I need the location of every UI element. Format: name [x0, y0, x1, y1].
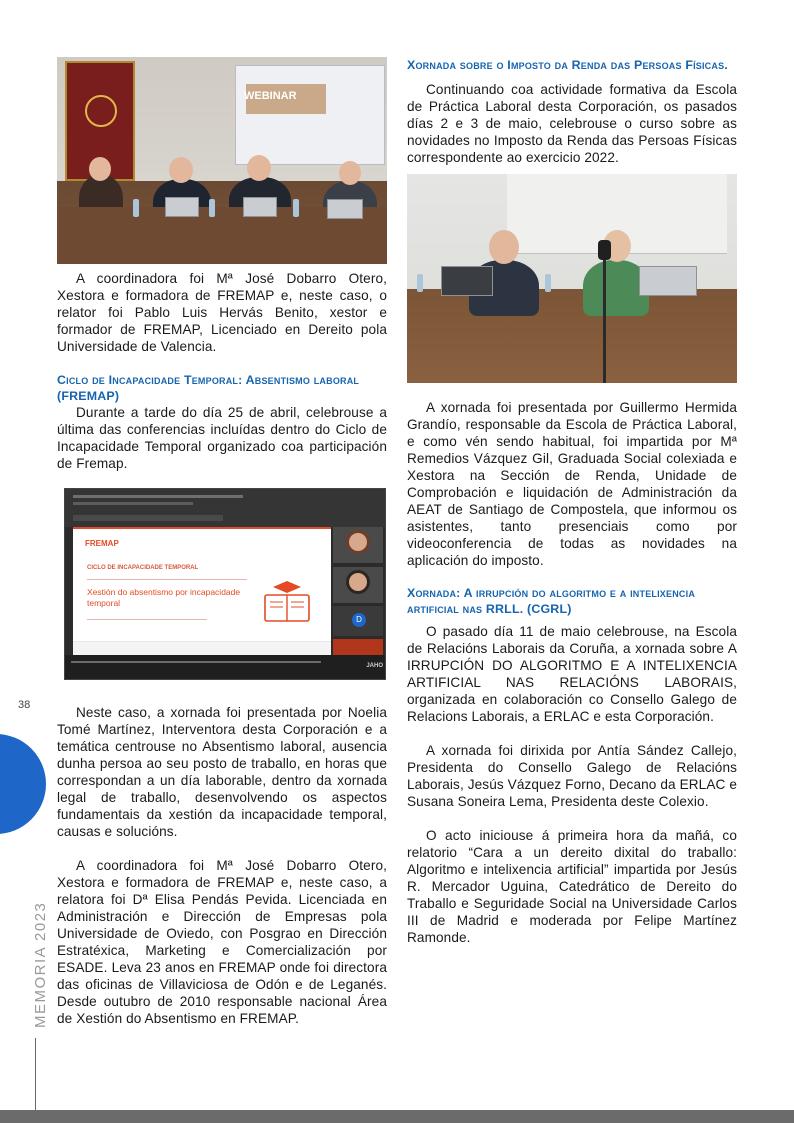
paragraph: O pasado día 11 de maio celebrouse, na Escola de Relacións Laborais da Coruña, a xornada sobre A IRRUPCIÓN DO ALGORITMO E A INTELIXENCIA ARTIFICIAL NAS RELACIÓNS LABORAIS, organizada en colaboración co Consello Galego de Relacions Laborais, a ERLAC e esta Corporación. — [407, 624, 737, 724]
participant-video — [333, 527, 383, 563]
screen-label: WEBINAR — [244, 90, 297, 102]
projection-screen — [235, 65, 385, 165]
paragraph: A coordinadora foi Mª José Dobarro Otero, Xestora e formadora de FREMAP e, neste caso, a relatora foi Dª Elisa Pendás Pevida. Licenciada en Administración e Dirección de Empresas pola Universidade de Oviedo, con Posgrao en Dirección Estratéxica, Marketing e Comercialización por ESADE. Leva 23 anos en FREMAP onde foi directora das oficinas de Villaviciosa de Odón e de Leganés. Desde outubro de 2010 responsable nacional Área de Xestión do Absentismo en FREMAP. — [57, 858, 387, 1026]
section-heading: Xornada sobre o Imposto da Renda das Persoas Físicas. — [407, 58, 728, 72]
right-column — [407, 57, 737, 946]
microphone-icon — [598, 240, 611, 260]
participant-video — [333, 567, 383, 603]
page-tab — [0, 734, 46, 834]
fremap-logo: FREMAP — [85, 539, 119, 548]
graduation-book-icon — [259, 579, 315, 625]
participant-avatar: D — [333, 606, 383, 636]
footer-bar — [0, 1110, 794, 1123]
webinar-screenshot — [64, 488, 386, 680]
participant-video — [333, 639, 383, 655]
paragraph: Neste caso, a xornada foi presentada por Noelia Tomé Martínez, Interventora desta Corporación e a temática centrouse no Absentismo laboral, ausencia dunha persoa ao seu posto de traballo, en horas que correspondan a un día laborable, dentro da xornada legal de traballo, desenvolvendo os aspectos fundamentais da xestión da incapacidade temporal, causas e solucións. — [57, 705, 387, 839]
paragraph: Durante a tarde do día 25 de abril, celebrouse a última das conferencias incluídas dentro do Ciclo de Incapacidade Temporal organizado coa participación de Fremap. — [57, 405, 387, 471]
seal-icon — [85, 95, 117, 127]
paragraph: A coordinadora foi Mª José Dobarro Otero, Xestora e formadora de FREMAP e, neste caso, o relator foi Pablo Luis Hervás Benito, xestor e formador de FREMAP, Licenciado en Dereito pola Universidade de Valencia. — [57, 271, 387, 354]
section-heading: Xornada: A irrupción do algoritmo e a intelixencia artificial nas RRLL. (CGRL) — [407, 586, 696, 616]
microphone-stand — [603, 242, 606, 383]
slide-subtitle: CICLO DE INCAPACIDADE TEMPORAL — [87, 565, 199, 571]
conference-hall-photo — [57, 57, 387, 264]
paragraph: A xornada foi presentada por Guillermo Hermida Grandío, responsable da Escola de Práctica Laboral, e como vén sendo habitual, foi impartida por Mª Remedios Vázquez Gil, Graduada Social colexiada e Xestora na Sección de Renda, Unidade de Comprobación e liquidación de Administración da AEAT de Santiago de Compostela, que informou os asistentes, tanto presenciais como por videoconferencia de todas as novidades na aplicación do imposto. — [407, 400, 737, 568]
video-call-topbar — [65, 489, 386, 527]
slide-title: Xestión do absentismo por incapacidade temporal — [87, 587, 241, 608]
paragraph: Continuando coa actividade formativa da Escola de Práctica Laboral desta Corporación, os pasados días 2 e 3 de maio, celebrouse o curso sobre as novidades no Imposto da Renda das Persoas Físicas correspondente ao exercicio 2022. — [407, 82, 737, 165]
side-divider — [35, 1038, 36, 1110]
presentation-slide — [73, 527, 331, 655]
page-number: 38 — [18, 699, 31, 711]
side-label: MEMORIA 2023 — [32, 901, 49, 1028]
video-call-controls: JAHO — [65, 655, 386, 679]
lecture-photo — [407, 174, 737, 383]
section-heading: Ciclo de Incapacidade Temporal: Absentismo laboral (FREMAP) — [57, 373, 360, 403]
paragraph: O acto iniciouse á primeira hora da mañá, co relatorio “Cara a un dereito dixital do traballo: Algoritmo e intelixencia artificial” impartida por Jesús R. Mercador Uguina, Catedrático de Dereito do Traballo e Seguridade Social na Universidade Carlos III de Madrid e moderada por Felipe Martínez Ramonde. — [407, 828, 737, 945]
left-column — [57, 57, 387, 1027]
paragraph: A xornada foi dirixida por Antía Sández Callejo, Presidenta do Consello Galego de Relacións Laborais, Jesús Vázquez Forno, Decano da ERLAC e Susana Soneira Lema, Presidenta deste Colexio. — [407, 743, 737, 809]
